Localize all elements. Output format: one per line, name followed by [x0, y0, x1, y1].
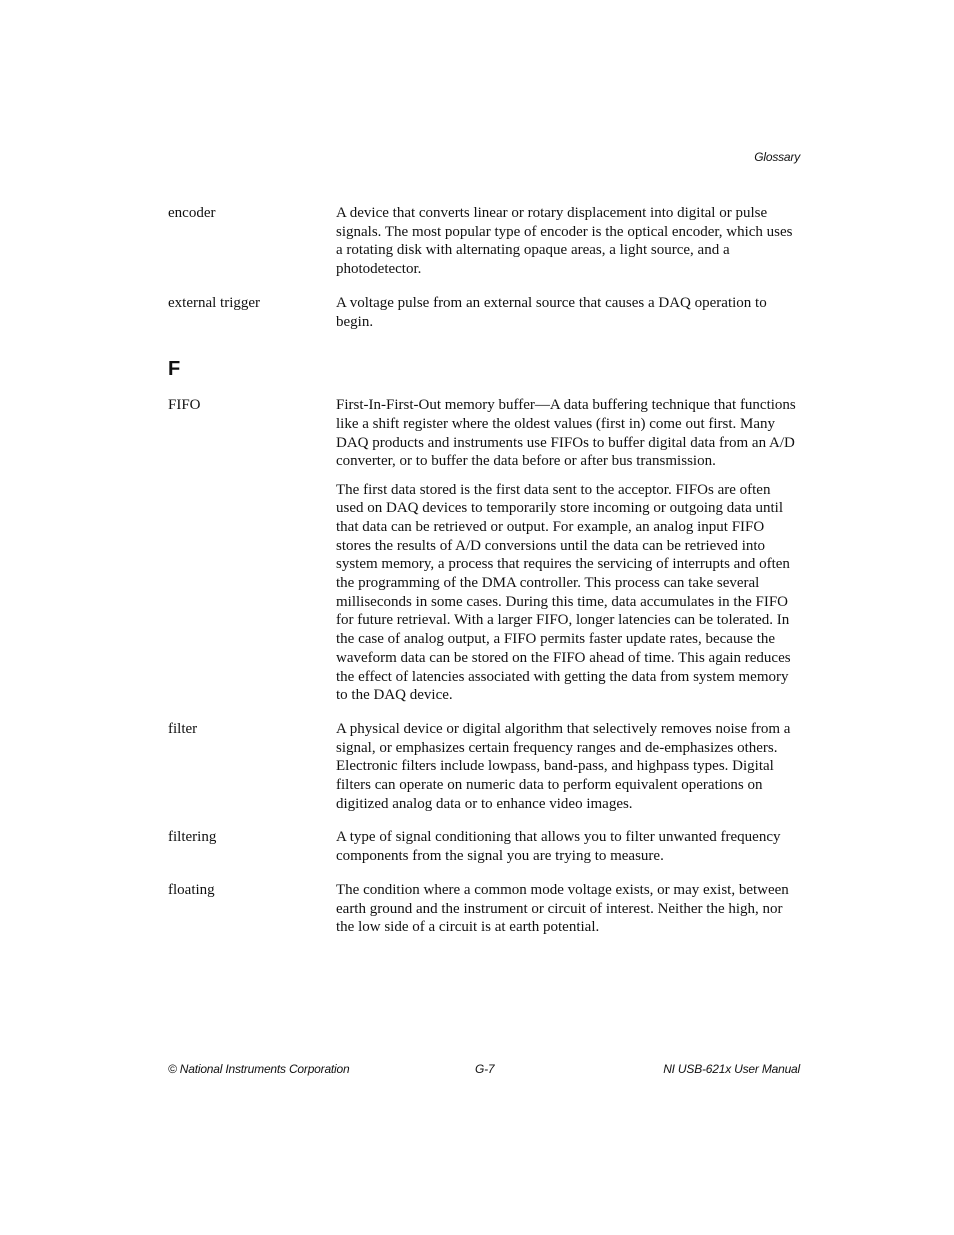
glossary-entry-external-trigger — [168, 294, 800, 331]
glossary-definition — [336, 720, 800, 814]
glossary-entry-filtering — [168, 828, 800, 865]
definition-paragraph: A physical device or digital algorithm that selectively removes noise from a signal, or emphasizes certain frequency ranges and de-emphasizes others. Electronic filters include lowpass, band-pass, and highpass types. Digital filters can operate on numeric data to perform equivalent operations on digitized analog data or to enhance video images. — [336, 720, 791, 812]
glossary-term: external trigger — [168, 294, 261, 311]
definition-paragraph: The condition where a common mode voltage exists, or may exist, between earth ground and the instrument or circuit of interest. Neither the high, nor the low side of a circuit is at earth potential. — [336, 881, 789, 936]
glossary-term: floating — [168, 881, 215, 898]
running-header-title: Glossary — [754, 150, 800, 164]
glossary-definition — [336, 294, 800, 331]
glossary-term: filtering — [168, 829, 217, 846]
footer-page-number: G-7 — [475, 1062, 495, 1076]
definition-paragraph: The first data stored is the first data sent to the acceptor. FIFOs are often used on DAQ devices to temporarily store incoming or outgoing data until that data can be retrieved or output. For example, an analog input FIFO stores the results of A/D conversions until the data can be retrieved into system memory, a process that requires the servicing of interrupts and often the programming of the DMA controller. This process can take several milliseconds in some cases. During this time, data accumulates in the FIFO for future retrieval. With a larger FIFO, longer latencies can be tolerated. In the case of analog output, a FIFO permits faster update rates, because the waveform data can be stored on the FIFO ahead of time. This again reduces the effect of latencies associated with getting the data from system memory to the DAQ device. — [336, 481, 791, 704]
glossary-content — [168, 204, 800, 952]
glossary-entry-encoder — [168, 204, 800, 279]
glossary-definition — [336, 881, 800, 937]
glossary-entry-filter — [168, 720, 800, 814]
section-heading-f: F — [168, 358, 181, 381]
definition-paragraph: First-In-First-Out memory buffer—A data buffering technique that functions like a shift register where the oldest values (first in) come out first. Many DAQ products and instruments use FIFOs to buffer digital data from an A/D converter, or to buffer the data before or after bus transmission. — [336, 397, 796, 470]
footer-copyright: © National Instruments Corporation — [168, 1062, 350, 1076]
glossary-entry-fifo — [168, 396, 800, 705]
glossary-definition — [336, 396, 800, 705]
definition-paragraph: A device that converts linear or rotary displacement into digital or pulse signals. The most popular type of encoder is the optical encoder, which uses a rotating disk with alternating opaque areas, a light source, and a photodetector. — [336, 205, 793, 278]
glossary-definition — [336, 204, 800, 279]
definition-paragraph: A voltage pulse from an external source that causes a DAQ operation to begin. — [336, 294, 767, 330]
definition-paragraph: A type of signal conditioning that allows you to filter unwanted frequency components from the signal you are trying to measure. — [336, 829, 781, 865]
glossary-term: FIFO — [168, 397, 201, 414]
glossary-term: filter — [168, 720, 198, 737]
footer-manual-title: NI USB-621x User Manual — [663, 1062, 800, 1076]
glossary-entry-floating — [168, 881, 800, 937]
glossary-definition — [336, 828, 800, 865]
glossary-term: encoder — [168, 205, 216, 221]
